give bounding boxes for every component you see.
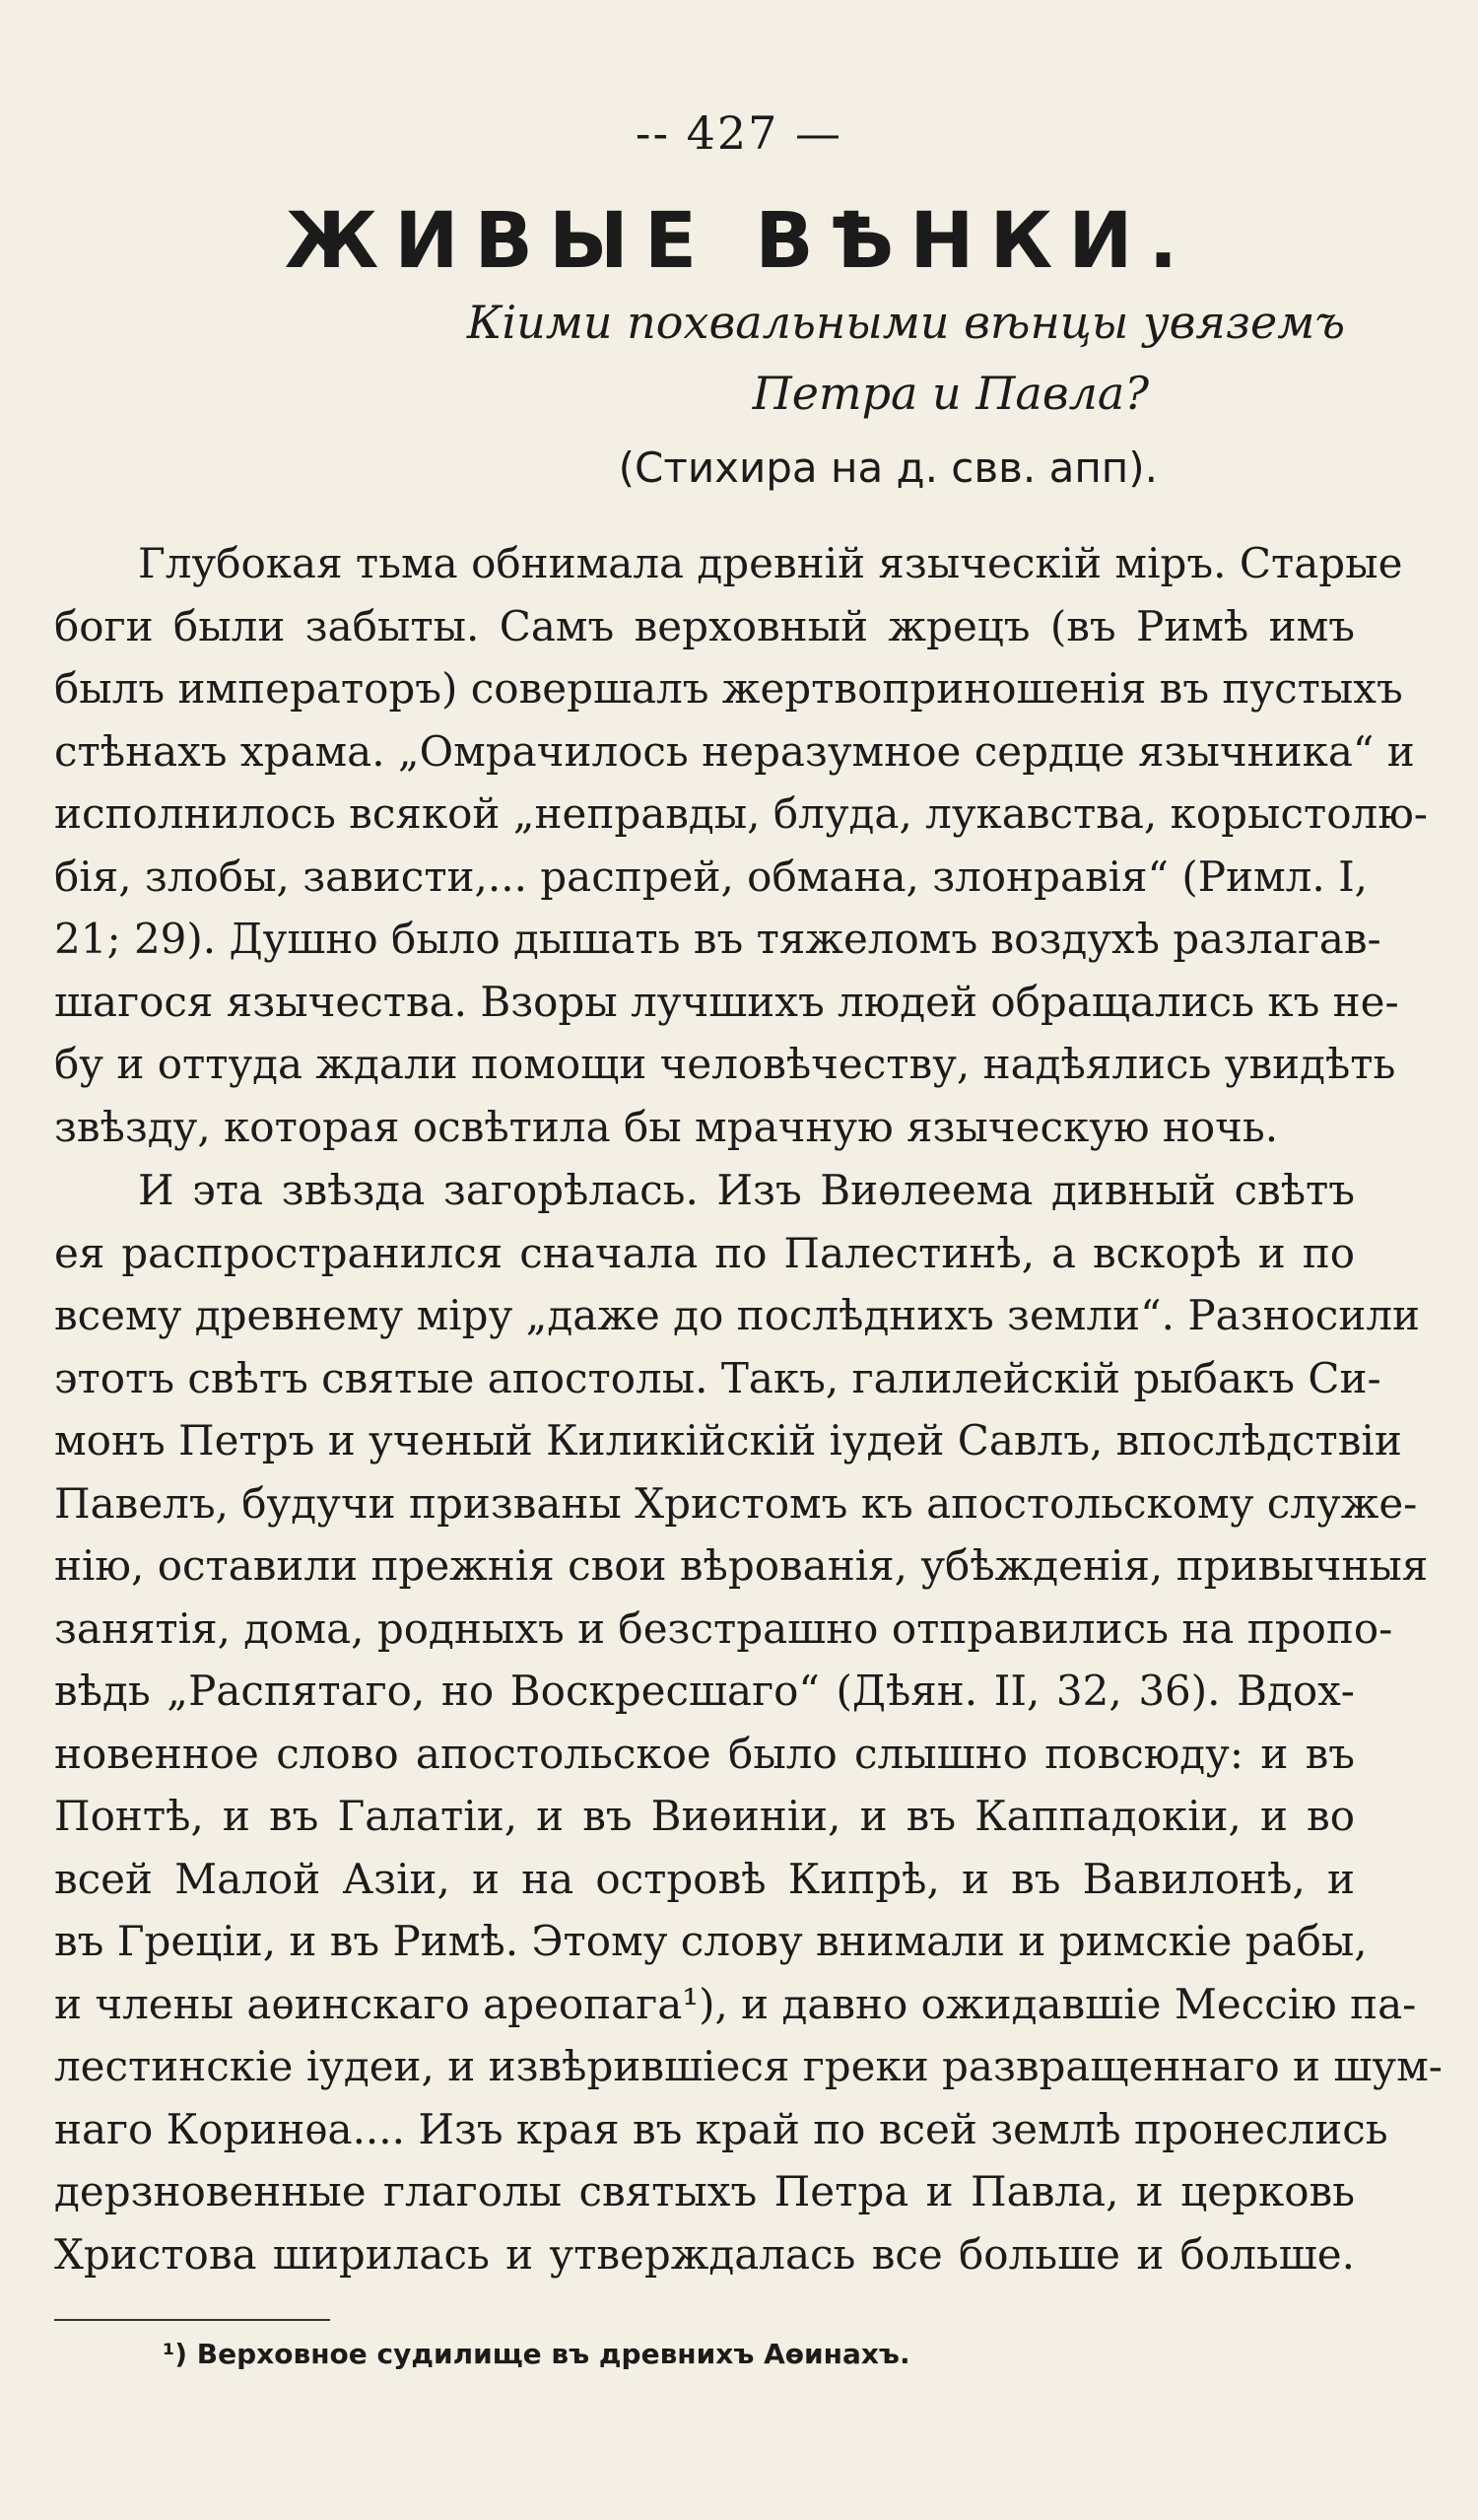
text-line: всей Малой Азіи, и на островѣ Кипрѣ, и въ Вавилонѣ, и (54, 1854, 1355, 1903)
text-line: дерзновенные глаголы святыхъ Петра и Павла, и церковь (54, 2167, 1355, 2215)
text-line: Павелъ, будучи призваны Христомъ къ апостольскому служе- (54, 1478, 1418, 1528)
paragraph-2 (54, 1159, 1443, 2285)
text-line: всему древнему міру „даже до послѣднихъ земли“. Разносили (54, 1291, 1420, 1339)
epigraph-line-1: Кіими похвальными вѣнцы увяземъ (466, 296, 1345, 349)
text-line: наго Коринѳа.... Изъ края въ край по всей землѣ пронеслись (54, 2104, 1388, 2153)
text-line: новенное слово апостольское было слышно повсюду: и въ (54, 1729, 1355, 1778)
text-line: въ Греціи, и въ Римѣ. Этому слову внимали и римскіе рабы, (54, 1917, 1368, 1965)
footnote: ¹) Верховное судилище въ древнихъ Аѳинахъ. (163, 2338, 910, 2370)
text-line: звѣзду, которая освѣтила бы мрачную языческую ночь. (54, 1102, 1279, 1151)
text-line: вѣдь „Распятаго, но Воскресшаго“ (Дѣян. II, 32, 36). Вдох- (54, 1667, 1355, 1715)
text-line: И эта звѣзда загорѣлась. Изъ Виѳлеема дивный свѣтъ (138, 1166, 1355, 1214)
footnote-divider (54, 2319, 330, 2321)
text-line: боги были забыты. Самъ верховный жрецъ (въ Римѣ имъ (54, 601, 1355, 650)
chapter-title: ЖИВЫЕ ВѢНКИ. (284, 197, 1194, 286)
text-line: Христова ширилась и утверждалась все больше и больше. (54, 2229, 1355, 2279)
text-line: Понтѣ, и въ Галатіи, и въ Виѳиніи, и въ Каппадокіи, и во (54, 1792, 1355, 1840)
text-line: шагося язычества. Взоры лучшихъ людей обращались къ не- (54, 977, 1399, 1026)
text-line: нію, оставили прежнія свои вѣрованія, убѣжденія, привычныя (54, 1541, 1429, 1590)
text-line: ея распространился сначала по Палестинѣ, а вскорѣ и по (54, 1228, 1355, 1277)
text-line: этотъ свѣтъ святые апостолы. Такъ, галилейскій рыбакъ Си- (54, 1353, 1381, 1402)
text-line: стѣнахъ храма. „Омрачилось неразумное сердце язычника“ и (54, 726, 1415, 776)
text-line: занятія, дома, родныхъ и безстрашно отправились на пропо- (54, 1603, 1393, 1653)
page-number: -- 427 — (635, 106, 843, 160)
text-line: Глубокая тьма обнимала древній языческій міръ. Старые (138, 539, 1403, 587)
text-line: бія, злобы, зависти,... распрей, обмана, злонравія“ (Римл. I, (54, 851, 1369, 901)
epigraph-source: (Стихира на д. свв. апп). (618, 443, 1158, 492)
paragraph-1 (54, 532, 1428, 1158)
epigraph-line-2: Петра и Павла? (752, 367, 1149, 420)
text-line: и члены аѳинскаго ареопага¹), и давно ожидавшіе Мессію па- (54, 1979, 1417, 2028)
text-line: монъ Петръ и ученый Киликійскій іудей Савлъ, впослѣдствіи (54, 1416, 1402, 1464)
text-line: бу и оттуда ждали помощи человѣчеству, надѣялись увидѣть (54, 1040, 1396, 1088)
text-line: 21; 29). Душно было дышать въ тяжеломъ воздухѣ разлагав- (54, 915, 1381, 963)
text-line: былъ императоръ) совершалъ жертвоприношенія въ пустыхъ (54, 664, 1403, 713)
text-line: лестинскіе іудеи, и извѣрившіеся греки развращеннаго и шум- (54, 2042, 1443, 2090)
text-line: исполнилось всякой „неправды, блуда, лукавства, корыстолю- (54, 789, 1428, 838)
